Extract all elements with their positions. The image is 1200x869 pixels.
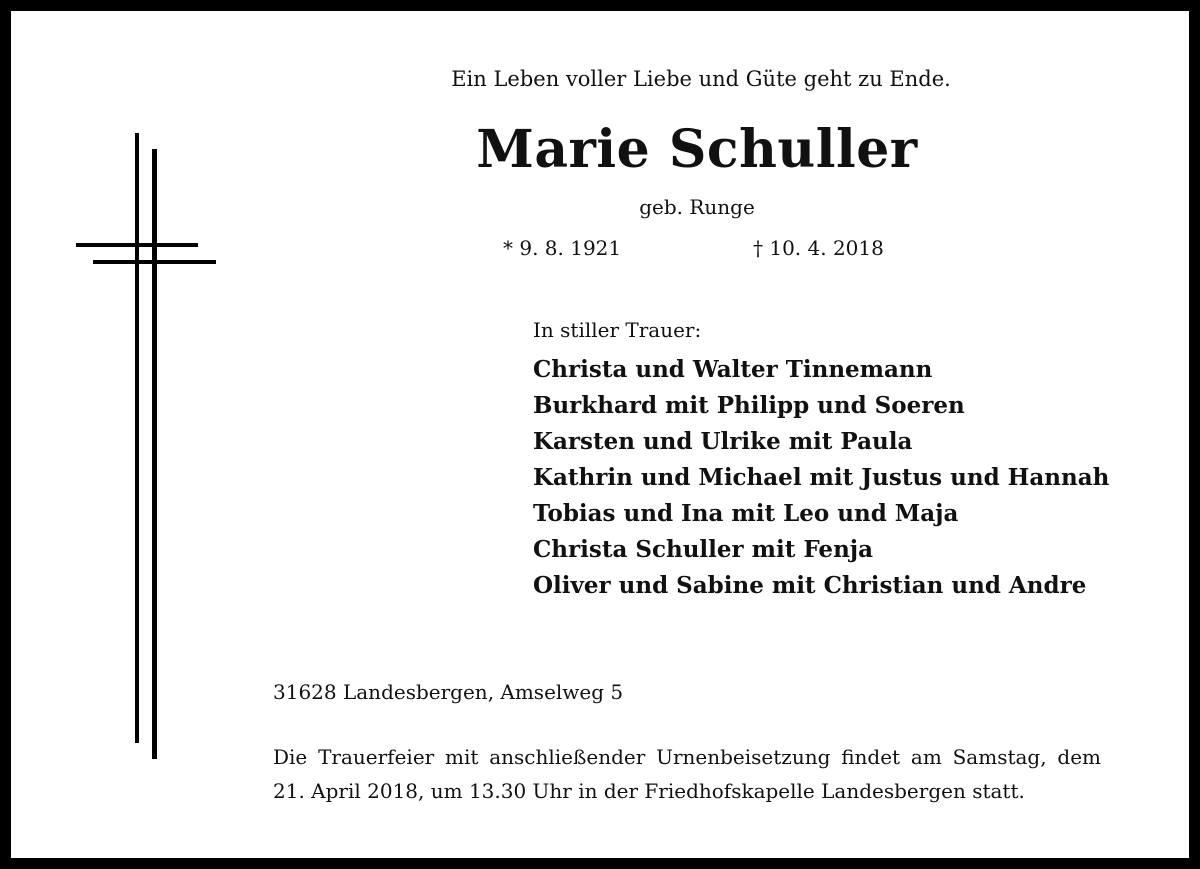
cross-horizontal-bar-upper	[76, 243, 198, 247]
motto: Ein Leben voller Liebe und Güte geht zu Ende.	[451, 67, 951, 91]
cross-icon	[71, 129, 221, 764]
address: 31628 Landesbergen, Amselweg 5	[273, 680, 624, 704]
mourner-entry: Burkhard mit Philipp und Soeren	[533, 392, 965, 419]
mourner-entry: Christa Schuller mit Fenja	[533, 536, 874, 563]
mourner-entry: Tobias und Ina mit Leo und Maja	[533, 500, 959, 527]
ceremony-text: Die Trauerfeier mit anschließender Urnenbeisetzung findet am Samstag, dem 21. April 2018, um 13.30 Uhr in der Friedhofskapelle Landesbergen statt.	[273, 745, 1101, 803]
mourner-entry: Christa und Walter Tinnemann	[533, 356, 933, 383]
deceased-name: Marie Schuller	[476, 119, 918, 180]
mourners-list	[533, 352, 1109, 604]
mourner-entry: Kathrin und Michael mit Justus und Hannah	[533, 464, 1110, 491]
birth-date: * 9. 8. 1921	[503, 236, 622, 260]
cross-vertical-bar-right	[152, 149, 157, 759]
cross-horizontal-bar-lower	[93, 260, 216, 264]
mourner-entry: Karsten und Ulrike mit Paula	[533, 428, 913, 455]
mourning-label: In stiller Trauer:	[533, 318, 702, 342]
death-date: † 10. 4. 2018	[753, 236, 884, 260]
cross-vertical-bar-left	[135, 133, 139, 743]
maiden-name: geb. Runge	[639, 195, 755, 219]
mourner-entry: Oliver und Sabine mit Christian und Andre	[533, 572, 1087, 599]
